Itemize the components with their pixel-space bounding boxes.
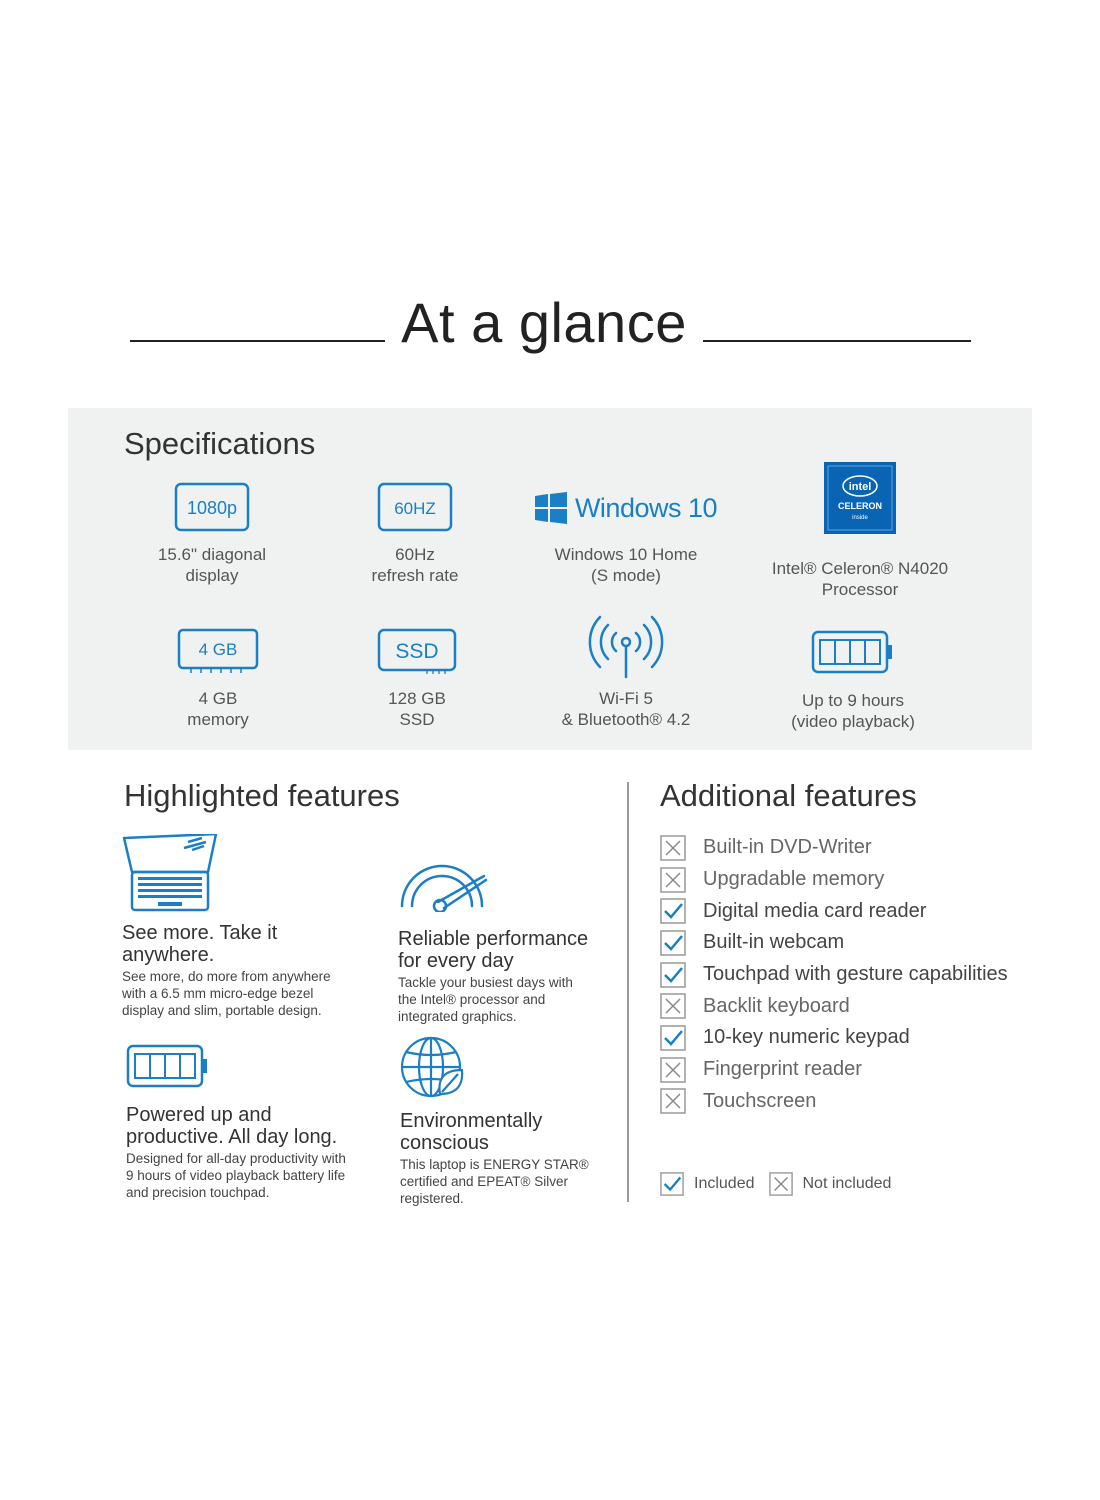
refresh-badge-text: 60HZ xyxy=(394,499,436,518)
spec-processor xyxy=(750,460,970,600)
spec-label: 4 GB memory xyxy=(187,689,249,729)
refresh-rate-icon xyxy=(375,480,455,536)
specifications-heading: Specifications xyxy=(124,426,316,461)
checkmark-icon xyxy=(660,898,686,924)
feature-title: Powered up and productive. All day long. xyxy=(126,1104,338,1148)
spec-label: 60Hz refresh rate xyxy=(371,545,459,585)
spec-label: 15.6" diagonal display xyxy=(157,545,267,585)
checkmark-icon xyxy=(660,930,686,956)
spec-label: Up to 9 hours (video playback) xyxy=(791,691,915,731)
feature-row-label: Touchpad with gesture capabilities xyxy=(703,963,1008,986)
specifications-panel xyxy=(68,408,1032,750)
feature-description: This laptop is ENERGY STAR® certified and EPEAT® Silver registered. xyxy=(400,1157,589,1206)
features-legend xyxy=(660,1172,905,1196)
feature-title: Reliable performance for every day xyxy=(398,928,589,972)
feature-row xyxy=(660,895,1040,927)
spec-battery xyxy=(743,630,963,732)
windows-logo-icon xyxy=(516,480,736,536)
feature-description: See more, do more from anywhere with a 6.5 mm micro-edge bezel display and slim, portable design. xyxy=(122,969,331,1018)
feature-row-label: Built-in webcam xyxy=(703,931,845,954)
checkmark-icon xyxy=(660,962,686,988)
feature-row-label: Built-in DVD-Writer xyxy=(703,836,872,859)
display-badge-text: 1080p xyxy=(186,498,238,518)
feature-row-label: Fingerprint reader xyxy=(703,1058,862,1081)
highlighted-features-heading: Highlighted features xyxy=(124,778,400,813)
cross-icon xyxy=(769,1172,793,1196)
feature-title: Environmentally conscious xyxy=(400,1110,543,1154)
spec-label: Intel® Celeron® N4020 Processor xyxy=(771,559,949,599)
legend-included-label: Included xyxy=(694,1175,755,1192)
feature-row xyxy=(660,1086,1040,1118)
spec-label: Wi-Fi 5 & Bluetooth® 4.2 xyxy=(561,689,691,729)
feature-description: Designed for all-day productivity with 9 hours of video playback battery life and precision touchpad. xyxy=(126,1151,346,1200)
feature-row xyxy=(660,1054,1040,1086)
spec-wireless xyxy=(516,613,736,730)
memory-badge-text: 4 GB xyxy=(198,640,238,659)
feature-performance xyxy=(398,850,638,1025)
feature-portability xyxy=(122,834,362,1019)
page-title: At a glance xyxy=(401,291,687,354)
celeron-text: CELERON xyxy=(837,501,883,511)
feature-row xyxy=(660,927,1040,959)
section-divider xyxy=(627,782,629,1202)
feature-description: Tackle your busiest days with the Intel® processor and integrated graphics. xyxy=(398,975,573,1024)
cross-icon xyxy=(660,867,686,893)
feature-row-label: Digital media card reader xyxy=(703,899,927,922)
laptop-icon xyxy=(122,834,222,914)
spec-storage xyxy=(307,626,527,730)
cross-icon xyxy=(660,835,686,861)
spec-label: Windows 10 Home (S mode) xyxy=(554,545,698,585)
feature-battery-life xyxy=(126,1044,366,1201)
cross-icon xyxy=(660,1088,686,1114)
feature-row xyxy=(660,864,1040,896)
feature-row xyxy=(660,959,1040,991)
windows-wordmark: Windows 10 xyxy=(574,492,718,523)
memory-icon xyxy=(175,626,261,676)
feature-row-label: Backlit keyboard xyxy=(703,994,850,1017)
ssd-badge-text: SSD xyxy=(395,640,439,663)
spec-os xyxy=(516,480,736,586)
spec-memory xyxy=(108,626,328,730)
title-rule-left xyxy=(130,340,385,342)
checkmark-icon xyxy=(660,1025,686,1051)
title-rule-right xyxy=(703,340,971,342)
additional-features-list xyxy=(660,832,1040,1117)
feature-title: See more. Take it anywhere. xyxy=(122,922,278,966)
page-header xyxy=(0,290,1100,360)
wifi-icon xyxy=(586,613,666,679)
cross-icon xyxy=(660,1057,686,1083)
feature-row xyxy=(660,1022,1040,1054)
ssd-icon xyxy=(375,626,459,676)
display-1080p-icon xyxy=(172,480,252,536)
legend-not-included-label: Not included xyxy=(802,1175,892,1192)
feature-row-label: Touchscreen xyxy=(703,1089,817,1112)
spec-refresh-rate xyxy=(305,480,525,586)
svg-text:inside: inside xyxy=(852,515,868,521)
checkmark-icon xyxy=(660,1172,684,1196)
feature-environment xyxy=(400,1034,640,1207)
svg-text:intel: intel xyxy=(848,481,872,493)
spec-label: 128 GB SSD xyxy=(388,689,446,729)
globe-leaf-icon xyxy=(400,1034,466,1100)
battery-icon xyxy=(126,1044,210,1090)
feature-row-label: Upgradable memory xyxy=(703,868,885,891)
speedometer-icon xyxy=(398,850,490,912)
intel-celeron-logo-icon xyxy=(822,460,898,536)
feature-row xyxy=(660,990,1040,1022)
feature-row xyxy=(660,832,1040,864)
feature-row-label: 10-key numeric keypad xyxy=(703,1026,910,1049)
battery-icon xyxy=(811,630,895,676)
cross-icon xyxy=(660,993,686,1019)
spec-display xyxy=(102,480,322,586)
additional-features-heading: Additional features xyxy=(660,778,917,813)
